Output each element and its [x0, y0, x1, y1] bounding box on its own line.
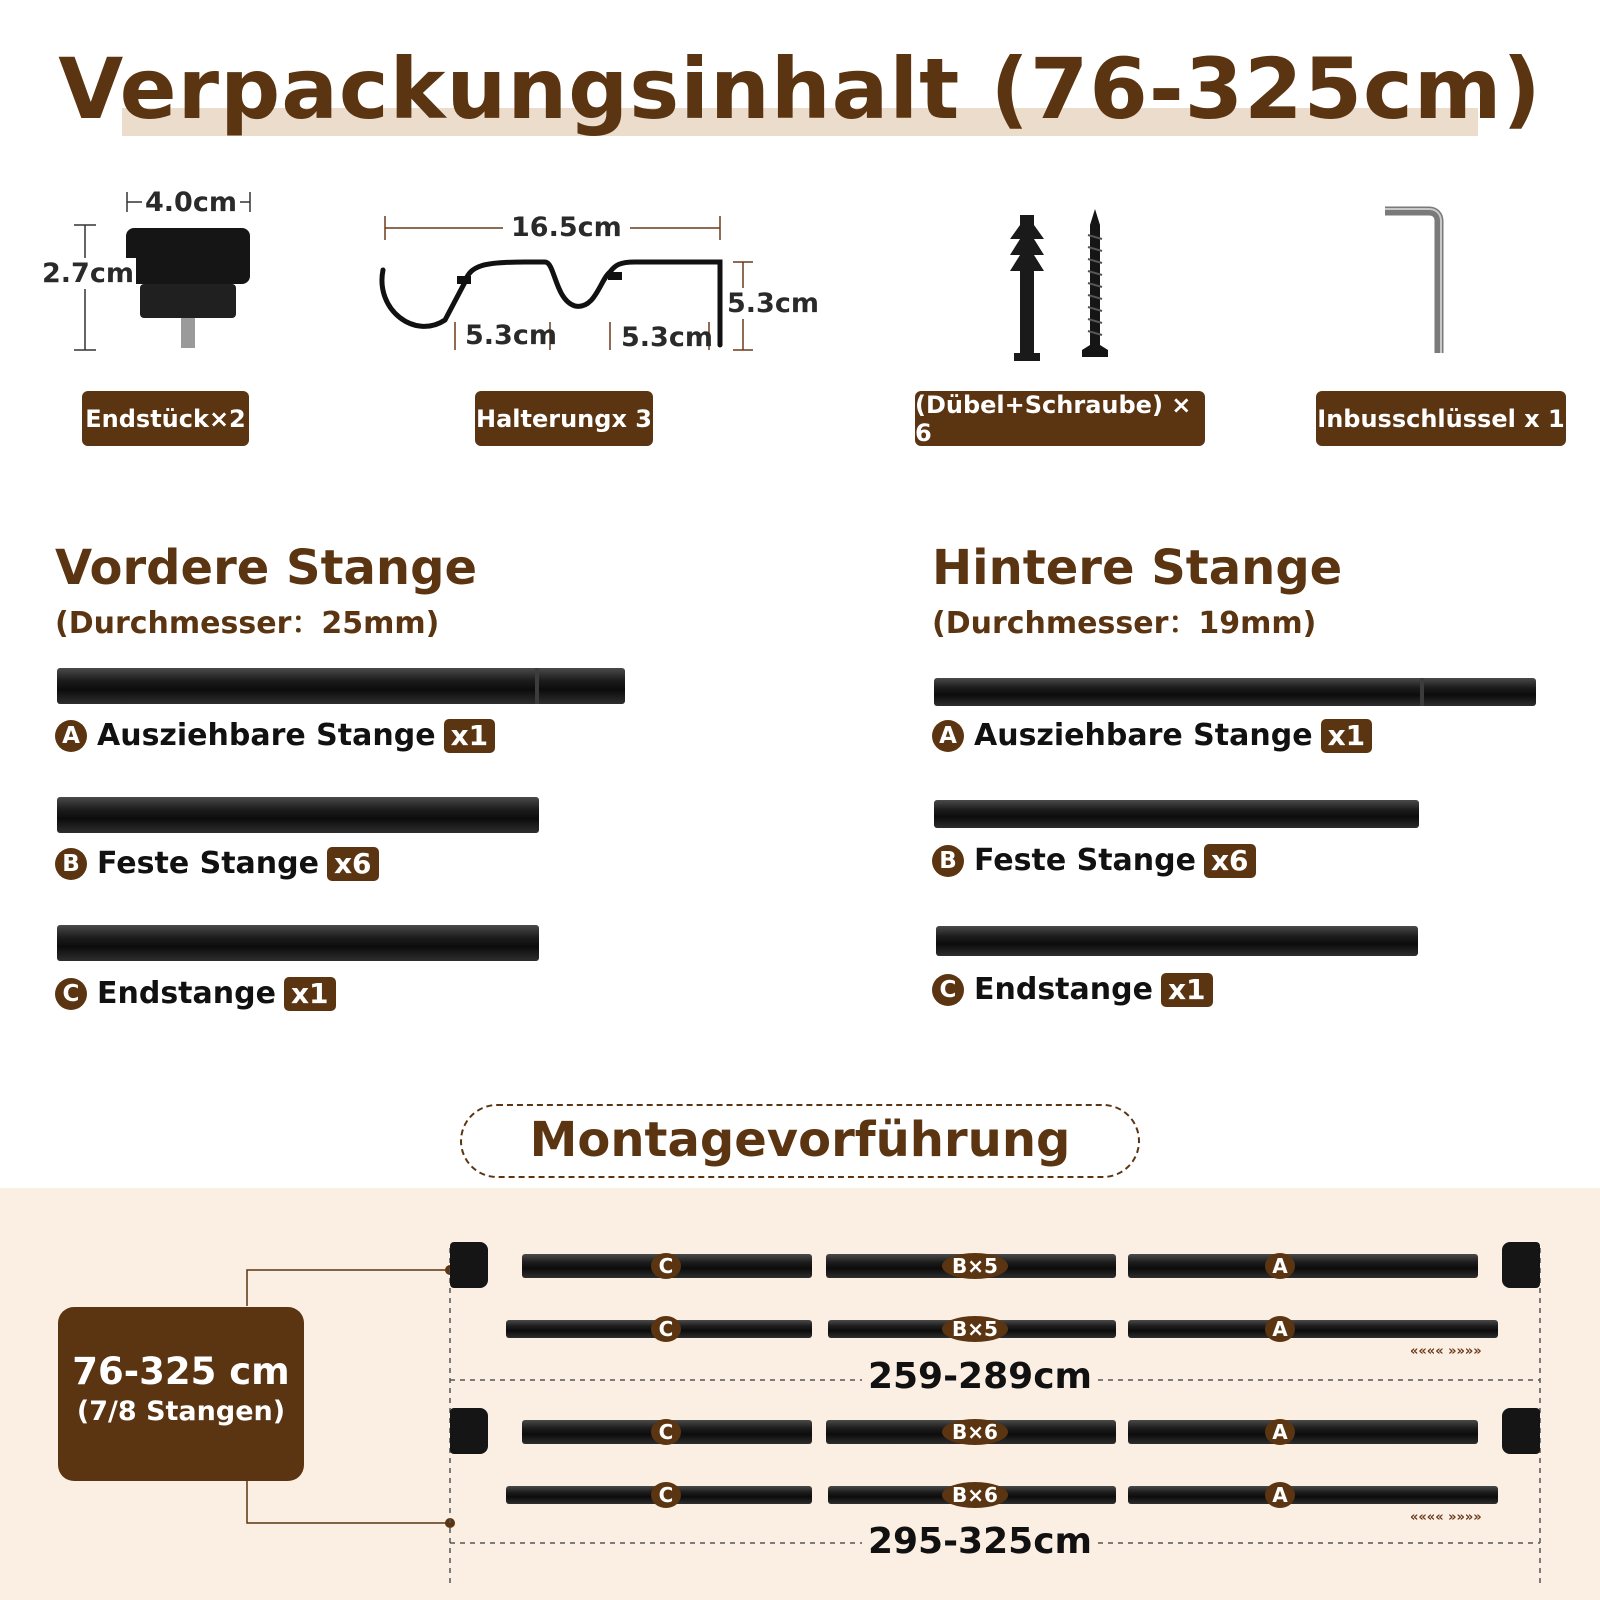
bracket-hook-dim: 5.3cm: [465, 320, 557, 351]
letter-badge: A: [55, 720, 87, 752]
back-rod-b-image: [934, 800, 1419, 828]
qty-badge: x6: [327, 847, 379, 881]
letter-badge: C: [55, 978, 87, 1010]
back-rod-title: Hintere Stange: [932, 540, 1343, 596]
end-cap-height-dim: 2.7cm: [42, 258, 134, 289]
end-cap-right: [1502, 1408, 1540, 1454]
segment-c-label: C: [651, 1253, 681, 1279]
front-rod-a-joint: [535, 668, 539, 704]
letter-badge: B: [55, 848, 87, 880]
front-rod-b-image: [57, 797, 539, 833]
page-title: Verpackungsinhalt (76-325cm): [58, 40, 1542, 138]
segment-b-label: B×6: [942, 1419, 1008, 1445]
part-label-endcap: Endstück×2: [82, 391, 249, 446]
front-rod-diameter: (Durchmesser：25mm): [55, 606, 440, 641]
back-rod-a-row: [932, 718, 1372, 753]
letter-badge: B: [932, 845, 964, 877]
segment-a-label: A: [1265, 1253, 1295, 1279]
segment-c-label: C: [651, 1482, 681, 1508]
range-box-count: (7/8 Stangen): [76, 1396, 286, 1427]
extend-arrows: «««« »»»»: [1410, 1510, 1482, 1525]
qty-badge: x1: [284, 977, 336, 1011]
hex-key-icon: [1385, 205, 1465, 365]
segment-a-label: A: [1265, 1316, 1295, 1342]
end-cap-left: [450, 1408, 488, 1454]
segment-b-label: B×5: [942, 1253, 1008, 1279]
range-label-2: 295-325cm: [867, 1521, 1093, 1562]
front-rod-c-row: [55, 976, 336, 1011]
front-rod-b-row: [55, 846, 379, 881]
qty-badge: x1: [1321, 719, 1373, 753]
segment-b-label: B×6: [942, 1482, 1008, 1508]
segment-a-label: A: [1265, 1482, 1295, 1508]
bracket-part: [375, 210, 819, 360]
part-label-anchors: (Dübel+Schraube) × 6: [915, 391, 1205, 446]
end-cap-part: [42, 187, 280, 360]
letter-badge: A: [932, 720, 964, 752]
segment-a: [1128, 1420, 1478, 1444]
back-rod-c-image: [936, 926, 1418, 956]
hex-key-part: [1385, 205, 1465, 365]
front-rod-a-image: [57, 668, 625, 704]
item-name: Ausziehbare Stange: [974, 718, 1313, 753]
segment-a: [1128, 1486, 1498, 1504]
back-rod-diameter: (Durchmesser：19mm): [932, 606, 1317, 641]
bracket-gap-dim: 5.3cm: [621, 322, 713, 353]
range-label-1: 259-289cm: [867, 1356, 1093, 1397]
anchor-screw-icon: [1000, 205, 1130, 365]
segment-b-label: B×5: [942, 1316, 1008, 1342]
bracket-height-dim: 5.3cm: [727, 288, 819, 319]
segment-c-label: C: [651, 1316, 681, 1342]
segment-a: [1128, 1320, 1498, 1338]
back-rod-b-row: [932, 843, 1256, 878]
front-rod-a-row: [55, 718, 495, 753]
assembly-title: Montagevorführung: [529, 1112, 1071, 1168]
segment-c-label: C: [651, 1419, 681, 1445]
range-box-total: 76-325 cm: [72, 1350, 290, 1393]
back-rod-a-image: [934, 678, 1536, 706]
item-name: Endstange: [97, 976, 276, 1011]
item-name: Endstange: [974, 972, 1153, 1007]
part-label-hexkey: Inbusschlüssel x 1: [1316, 391, 1566, 446]
back-rod-a-joint: [1420, 678, 1424, 706]
end-cap-left: [450, 1242, 488, 1288]
letter-badge: C: [932, 974, 964, 1006]
segment-a: [1128, 1254, 1478, 1278]
back-rod-c-row: [932, 972, 1213, 1007]
bracket-width-dim: 16.5cm: [503, 212, 630, 243]
front-rod-c-image: [57, 925, 539, 961]
qty-badge: x6: [1204, 844, 1256, 878]
item-name: Feste Stange: [97, 846, 319, 881]
end-cap-width-dim: 4.0cm: [142, 187, 240, 218]
segment-a-label: A: [1265, 1419, 1295, 1445]
qty-badge: x1: [444, 719, 496, 753]
part-label-bracket: Halterungx 3: [475, 391, 653, 446]
end-cap-right: [1502, 1242, 1540, 1288]
item-name: Ausziehbare Stange: [97, 718, 436, 753]
front-rod-title: Vordere Stange: [55, 540, 478, 596]
qty-badge: x1: [1161, 973, 1213, 1007]
anchor-screw-part: [1000, 205, 1130, 365]
item-name: Feste Stange: [974, 843, 1196, 878]
range-box: [58, 1307, 304, 1481]
extend-arrows: «««« »»»»: [1410, 1344, 1482, 1359]
